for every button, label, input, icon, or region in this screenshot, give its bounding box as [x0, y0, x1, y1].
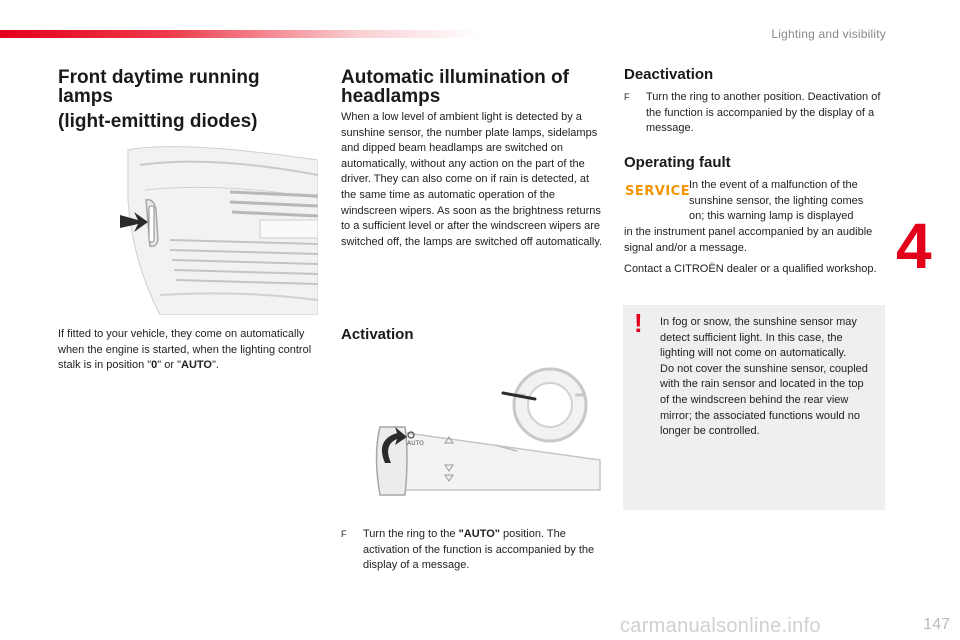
operating-fault-heading: Operating fault: [624, 154, 731, 171]
chapter-color-bar: [0, 30, 480, 38]
auto-headlamps-title: Automatic illumination of headlamps: [341, 67, 569, 107]
front-bumper-illustration: [120, 140, 318, 315]
daytime-lamps-paragraph: If fitted to your vehicle, they come on automatically when the engine is started, when the lighting control stalk is in position "0" or "AUTO".: [58, 328, 312, 372]
fault-text-continued: in the instrument panel accompanied by an audible signal and/or a message.: [624, 226, 873, 254]
stalk-auto-marking: AUTO: [407, 440, 424, 447]
position-zero: 0: [151, 359, 158, 372]
watermark: carmanualsonline.info: [620, 615, 821, 637]
fault-text-beside-icon: In the event of a malfunction of the sunshine sensor, the lighting comes on; this warning lamp is displayed: [689, 179, 864, 223]
deactivation-step: F Turn the ring to another position. Deactivation of the function is accompanied by the display of a message.: [624, 91, 881, 135]
chapter-title: Lighting and visibility: [771, 27, 886, 41]
warning-note-text: In fog or snow, the sunshine sensor may detect sufficient light. In this case, the lighting will not come on automatically. Do not cover the sunshine sensor, coupled with the rain sensor and located in the top of the windscreen behind the rear view mirror; the associated functions would no longer be controlled.: [660, 316, 868, 438]
page-number: 147: [923, 616, 950, 633]
service-warning-icon: SERVICE: [625, 184, 691, 199]
contact-dealer-text: Contact a CITROËN dealer or a qualified workshop.: [624, 263, 877, 275]
daytime-lamps-title: Front daytime running lamps: [58, 67, 260, 107]
lighting-stalk-illustration: [345, 355, 603, 513]
position-auto: AUTO: [181, 359, 212, 372]
activation-step: F Turn the ring to the "AUTO" position. The activation of the function is accompanied by the display of a message.: [341, 528, 595, 572]
deactivation-heading: Deactivation: [624, 66, 714, 83]
warning-exclamation-icon: !: [634, 308, 643, 338]
daytime-lamps-subtitle: (light-emitting diodes): [58, 111, 258, 132]
activation-heading: Activation: [341, 326, 414, 343]
auto-headlamps-intro: When a low level of ambient light is detected by a sunshine sensor, the number plate lamps, sidelamps and dipped beam headlamps are switched on automatically, without any action on the part of the driver. They can also come on if rain is detected, at the same time as automatic operation of the windscreen wipers. As soon as the brightness returns to a sufficient level or after the windscreen wipers are switched off, the lamps are switched off automatically.: [341, 111, 603, 248]
bullet-marker: F: [624, 92, 630, 102]
auto-label: "AUTO": [458, 528, 500, 540]
chapter-number: 4: [896, 210, 932, 282]
bullet-marker: F: [341, 529, 347, 539]
